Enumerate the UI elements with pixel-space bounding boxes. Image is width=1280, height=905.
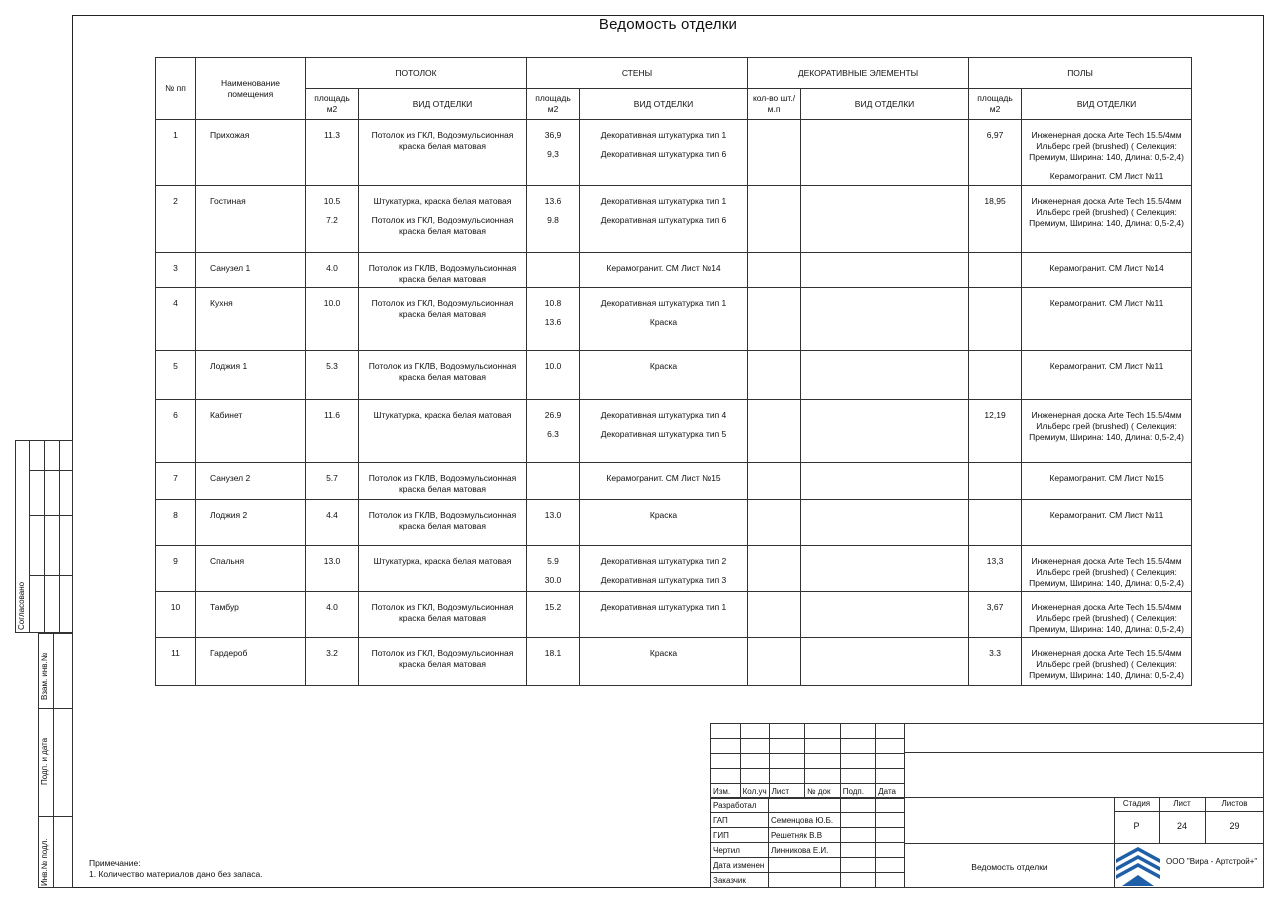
decor-qty bbox=[748, 351, 801, 400]
walls-finish-line: Декоративная штукатурка тип 6 bbox=[600, 149, 727, 159]
decor-finish bbox=[801, 253, 969, 288]
decor-qty bbox=[748, 253, 801, 288]
floors-finish-line: Инженерная доска Arte Tech 15.5/4мм Ильберс грей (brushed) ( Селекция: Премиум, Ширина: 140, Длина: 0,5-2,4) bbox=[1029, 556, 1184, 588]
walls-finish-line: Краска bbox=[649, 648, 678, 658]
header-ceiling: ПОТОЛОК bbox=[306, 58, 527, 89]
ceiling-area-line: 5.7 bbox=[326, 473, 338, 483]
ceiling-area-line: 5.3 bbox=[326, 361, 338, 371]
walls-area bbox=[527, 500, 580, 546]
room-name: Лоджия 1 bbox=[196, 351, 306, 400]
table-row bbox=[156, 120, 1192, 186]
walls-area bbox=[527, 253, 580, 288]
row-number: 5 bbox=[156, 351, 196, 400]
row-number: 6 bbox=[156, 400, 196, 463]
table-row bbox=[156, 400, 1192, 463]
tb-role: ГАП bbox=[711, 813, 769, 828]
floors-finish bbox=[1022, 288, 1192, 351]
walls-area-line: 10.0 bbox=[544, 361, 562, 371]
walls-finish-line: Декоративная штукатурка тип 1 bbox=[600, 602, 727, 612]
floors-area-line: 3.3 bbox=[989, 648, 1001, 658]
walls-area-line: 26.9 bbox=[544, 410, 562, 420]
row-number: 2 bbox=[156, 186, 196, 253]
walls-finish bbox=[580, 546, 748, 592]
tb-person: Решетняк В.В bbox=[768, 828, 840, 843]
walls-finish-line: Керамогранит. СМ Лист №15 bbox=[606, 473, 721, 483]
floors-finish-line: Керамогранит. СМ Лист №11 bbox=[1049, 171, 1164, 181]
table-row bbox=[156, 546, 1192, 592]
ceiling-finish-line: Штукатурка, краска белая матовая bbox=[373, 556, 512, 566]
ceiling-finish bbox=[359, 592, 527, 638]
ceiling-area-line: 4.0 bbox=[326, 263, 338, 273]
walls-finish-line: Керамогранит. СМ Лист №14 bbox=[606, 263, 721, 273]
room-name: Санузел 2 bbox=[196, 463, 306, 500]
decor-qty bbox=[748, 638, 801, 686]
tb-role: Разработал bbox=[711, 798, 769, 813]
walls-finish-line: Декоративная штукатурка тип 6 bbox=[600, 215, 727, 225]
header-decor: ДЕКОРАТИВНЫЕ ЭЛЕМЕНТЫ bbox=[748, 58, 969, 89]
ceiling-finish-line: Потолок из ГКЛ, Водоэмульсионная краска белая матовая bbox=[371, 215, 514, 236]
walls-finish bbox=[580, 186, 748, 253]
table-row bbox=[156, 638, 1192, 686]
header-walls-finish: ВИД ОТДЕЛКИ bbox=[580, 89, 748, 120]
walls-finish-line: Декоративная штукатурка тип 1 bbox=[600, 130, 727, 140]
side-agreed-label: Согласовано bbox=[17, 581, 26, 630]
decor-finish bbox=[801, 120, 969, 186]
walls-finish bbox=[580, 288, 748, 351]
walls-finish bbox=[580, 400, 748, 463]
walls-finish-line: Декоративная штукатурка тип 2 bbox=[600, 556, 727, 566]
table-row bbox=[156, 288, 1192, 351]
walls-area-line: 18.1 bbox=[544, 648, 562, 658]
walls-area bbox=[527, 400, 580, 463]
row-number: 7 bbox=[156, 463, 196, 500]
floors-area bbox=[969, 546, 1022, 592]
walls-finish-line: Краска bbox=[649, 510, 678, 520]
row-number: 8 bbox=[156, 500, 196, 546]
side-inv-orig-label: Инв.№ подл. bbox=[40, 838, 49, 886]
floors-finish-line: Керамогранит. СМ Лист №11 bbox=[1049, 298, 1164, 308]
ceiling-area-line: 11.3 bbox=[324, 130, 340, 140]
walls-area bbox=[527, 288, 580, 351]
decor-qty bbox=[748, 500, 801, 546]
walls-finish-line: Краска bbox=[649, 317, 678, 327]
tb-person bbox=[768, 873, 840, 888]
ceiling-area bbox=[306, 253, 359, 288]
ceiling-finish-line: Штукатурка, краска белая матовая bbox=[373, 196, 512, 206]
ceiling-finish-line: Потолок из ГКЛВ, Водоэмульсионная краска белая матовая bbox=[368, 510, 517, 531]
floors-area bbox=[969, 120, 1022, 186]
tb-col-izm: Изм. bbox=[711, 784, 741, 799]
responsible-grid bbox=[710, 797, 905, 888]
ceiling-area-line: 10.5 bbox=[323, 196, 341, 206]
floors-finish-line: Инженерная доска Arte Tech 15.5/4мм Ильберс грей (brushed) ( Селекция: Премиум, Ширина: 140, Длина: 0,5-2,4) bbox=[1029, 602, 1184, 634]
finish-schedule-table bbox=[155, 57, 1192, 686]
walls-area-line: 13.6 bbox=[544, 196, 562, 206]
ceiling-finish bbox=[359, 400, 527, 463]
tb-col-list: Лист bbox=[769, 784, 804, 799]
ceiling-area bbox=[306, 592, 359, 638]
floors-finish bbox=[1022, 186, 1192, 253]
tb-sheet-label: Лист bbox=[1173, 799, 1191, 808]
walls-finish bbox=[580, 253, 748, 288]
walls-finish bbox=[580, 592, 748, 638]
walls-finish-line: Декоративная штукатурка тип 3 bbox=[600, 575, 727, 585]
side-stamp-divider bbox=[29, 515, 73, 516]
room-name: Гостиная bbox=[196, 186, 306, 253]
decor-qty bbox=[748, 120, 801, 186]
tb-line bbox=[905, 843, 1264, 845]
walls-area bbox=[527, 186, 580, 253]
side-stamp-divider bbox=[59, 440, 60, 633]
floors-finish-line: Керамогранит. СМ Лист №14 bbox=[1049, 263, 1164, 273]
floors-finish bbox=[1022, 592, 1192, 638]
walls-finish bbox=[580, 120, 748, 186]
ceiling-area-line: 4.0 bbox=[326, 602, 338, 612]
ceiling-area bbox=[306, 638, 359, 686]
floors-area-line: 3,67 bbox=[986, 602, 1004, 612]
walls-area-line: 15.2 bbox=[544, 602, 562, 612]
ceiling-finish-line: Штукатурка, краска белая матовая bbox=[373, 410, 512, 420]
walls-area-line: 5.9 bbox=[547, 556, 559, 566]
decor-finish bbox=[801, 400, 969, 463]
tb-stage: Р bbox=[1133, 821, 1140, 831]
walls-area bbox=[527, 351, 580, 400]
decor-qty bbox=[748, 546, 801, 592]
floors-area bbox=[969, 463, 1022, 500]
room-name: Гардероб bbox=[196, 638, 306, 686]
room-name: Санузел 1 bbox=[196, 253, 306, 288]
header-decor-qty: кол-во шт./м.п bbox=[748, 89, 801, 120]
ceiling-finish bbox=[359, 638, 527, 686]
header-walls-area: площадь м2 bbox=[527, 89, 580, 120]
ceiling-area bbox=[306, 463, 359, 500]
tb-sheet: 24 bbox=[1176, 821, 1187, 831]
ceiling-finish-line: Потолок из ГКЛВ, Водоэмульсионная краска белая матовая bbox=[368, 263, 517, 284]
floors-finish bbox=[1022, 351, 1192, 400]
tb-sheets: 29 bbox=[1229, 821, 1240, 831]
tb-doc-name: Ведомость отделки bbox=[971, 862, 1048, 872]
decor-qty bbox=[748, 463, 801, 500]
note bbox=[89, 858, 263, 880]
side-stamp-divider bbox=[29, 440, 30, 633]
ceiling-finish bbox=[359, 120, 527, 186]
tb-person bbox=[768, 798, 840, 813]
row-number: 9 bbox=[156, 546, 196, 592]
side-stamp-divider bbox=[38, 708, 73, 709]
floors-area-line: 18,95 bbox=[984, 196, 1006, 206]
ceiling-area bbox=[306, 500, 359, 546]
floors-area bbox=[969, 400, 1022, 463]
side-sign-date-label: Подп. и дата bbox=[40, 737, 49, 785]
ceiling-finish bbox=[359, 288, 527, 351]
header-num: № пп bbox=[156, 58, 196, 120]
floors-finish bbox=[1022, 546, 1192, 592]
table-row bbox=[156, 500, 1192, 546]
ceiling-area-line: 13.0 bbox=[323, 556, 341, 566]
floors-finish-line: Инженерная доска Arte Tech 15.5/4мм Ильберс грей (brushed) ( Селекция: Премиум, Ширина: 140, Длина: 0,5-2,4) bbox=[1029, 648, 1184, 680]
walls-finish bbox=[580, 638, 748, 686]
note-title: Примечание: bbox=[89, 858, 141, 868]
tb-col-koluch: Кол.уч bbox=[740, 784, 769, 799]
row-number: 10 bbox=[156, 592, 196, 638]
walls-area bbox=[527, 463, 580, 500]
walls-area-line: 36,9 bbox=[544, 130, 562, 140]
header-decor-finish: ВИД ОТДЕЛКИ bbox=[801, 89, 969, 120]
ceiling-area-line: 10.0 bbox=[323, 298, 341, 308]
room-name: Кухня bbox=[196, 288, 306, 351]
table-row bbox=[156, 186, 1192, 253]
page-title: Ведомость отделки bbox=[598, 16, 738, 33]
floors-finish bbox=[1022, 500, 1192, 546]
ceiling-area bbox=[306, 288, 359, 351]
header-floors-finish: ВИД ОТДЕЛКИ bbox=[1022, 89, 1192, 120]
floors-area bbox=[969, 253, 1022, 288]
ceiling-area-line: 7.2 bbox=[326, 215, 338, 225]
tb-line bbox=[1114, 811, 1264, 813]
floors-finish-line: Керамогранит. СМ Лист №11 bbox=[1049, 510, 1164, 520]
ceiling-finish bbox=[359, 253, 527, 288]
ceiling-area bbox=[306, 351, 359, 400]
ceiling-finish-line: Потолок из ГКЛ, Водоэмульсионная краска белая матовая bbox=[371, 648, 514, 669]
walls-area bbox=[527, 546, 580, 592]
walls-area-line: 30.0 bbox=[544, 575, 562, 585]
ceiling-finish-line: Потолок из ГКЛ, Водоэмульсионная краска белая матовая bbox=[371, 130, 514, 151]
side-inv-replace-label: Взам. инв.№ bbox=[40, 652, 49, 700]
floors-area-line: 13,3 bbox=[986, 556, 1004, 566]
walls-finish-line: Декоративная штукатурка тип 1 bbox=[600, 298, 727, 308]
ceiling-area-line: 3.2 bbox=[326, 648, 338, 658]
tb-company: ООО "Вира - Артстрой+" bbox=[1166, 857, 1258, 866]
floors-area bbox=[969, 351, 1022, 400]
walls-finish bbox=[580, 351, 748, 400]
tb-person bbox=[768, 858, 840, 873]
header-floors-area: площадь м2 bbox=[969, 89, 1022, 120]
row-number: 4 bbox=[156, 288, 196, 351]
floors-finish-line: Керамогранит. СМ Лист №11 bbox=[1049, 361, 1164, 371]
ceiling-area bbox=[306, 120, 359, 186]
walls-area-line: 10.8 bbox=[544, 298, 562, 308]
tb-sheets-label: Листов bbox=[1221, 799, 1248, 808]
floors-area-line: 6,97 bbox=[986, 130, 1004, 140]
floors-area bbox=[969, 288, 1022, 351]
floors-finish bbox=[1022, 253, 1192, 288]
header-ceiling-finish: ВИД ОТДЕЛКИ bbox=[359, 89, 527, 120]
ceiling-finish bbox=[359, 186, 527, 253]
floors-finish-line: Инженерная доска Arte Tech 15.5/4мм Ильберс грей (brushed) ( Селекция: Премиум, Ширина: 140, Длина: 0,5-2,4) bbox=[1029, 130, 1184, 162]
note-text: 1. Количество материалов дано без запаса. bbox=[89, 869, 263, 879]
side-stamp-divider bbox=[53, 633, 54, 888]
tb-role: Дата изменен bbox=[711, 858, 769, 873]
walls-area-line: 6.3 bbox=[547, 429, 559, 439]
header-room-name: Наименование помещения bbox=[196, 58, 306, 120]
decor-finish bbox=[801, 351, 969, 400]
walls-area bbox=[527, 592, 580, 638]
ceiling-finish-line: Потолок из ГКЛВ, Водоэмульсионная краска белая матовая bbox=[368, 361, 517, 382]
room-name: Кабинет bbox=[196, 400, 306, 463]
decor-finish bbox=[801, 546, 969, 592]
tb-role: Чертил bbox=[711, 843, 769, 858]
row-number: 1 bbox=[156, 120, 196, 186]
ceiling-area bbox=[306, 186, 359, 253]
floors-finish-line: Инженерная доска Arte Tech 15.5/4мм Ильберс грей (brushed) ( Селекция: Премиум, Ширина: 140, Длина: 0,5-2,4) bbox=[1029, 410, 1184, 442]
ceiling-area-line: 4.4 bbox=[326, 510, 338, 520]
side-stamp-divider bbox=[38, 816, 73, 817]
tb-stage-label: Стадия bbox=[1122, 799, 1151, 808]
tb-col-sign: Подп. bbox=[840, 784, 876, 799]
tb-person: Линникова Е.И. bbox=[768, 843, 840, 858]
floors-finish bbox=[1022, 400, 1192, 463]
decor-qty bbox=[748, 400, 801, 463]
walls-area bbox=[527, 638, 580, 686]
walls-finish-line: Декоративная штукатурка тип 4 bbox=[600, 410, 727, 420]
header-ceiling-area: площадь м2 bbox=[306, 89, 359, 120]
floors-area bbox=[969, 500, 1022, 546]
floors-area bbox=[969, 186, 1022, 253]
walls-area bbox=[527, 120, 580, 186]
walls-finish-line: Декоративная штукатурка тип 5 bbox=[600, 429, 727, 439]
room-name: Прихожая bbox=[196, 120, 306, 186]
decor-finish bbox=[801, 288, 969, 351]
room-name: Спальня bbox=[196, 546, 306, 592]
ceiling-area bbox=[306, 546, 359, 592]
walls-area-line: 9.8 bbox=[547, 215, 559, 225]
row-number: 11 bbox=[156, 638, 196, 686]
tb-role: Заказчик bbox=[711, 873, 769, 888]
floors-finish bbox=[1022, 463, 1192, 500]
ceiling-area-line: 11.6 bbox=[324, 410, 340, 420]
floors-finish bbox=[1022, 120, 1192, 186]
decor-finish bbox=[801, 186, 969, 253]
side-stamp-divider bbox=[29, 575, 73, 576]
ceiling-finish bbox=[359, 463, 527, 500]
walls-area-line: 13.0 bbox=[544, 510, 562, 520]
walls-finish-line: Декоративная штукатурка тип 1 bbox=[600, 196, 727, 206]
floors-finish bbox=[1022, 638, 1192, 686]
decor-finish bbox=[801, 638, 969, 686]
revision-grid bbox=[710, 723, 905, 799]
ceiling-finish-line: Потолок из ГКЛВ, Водоэмульсионная краска белая матовая bbox=[368, 473, 517, 494]
table-row bbox=[156, 463, 1192, 500]
floors-area-line: 12,19 bbox=[984, 410, 1006, 420]
tb-col-date: Дата bbox=[876, 784, 905, 799]
company-logo-icon bbox=[1116, 845, 1160, 886]
table-row bbox=[156, 592, 1192, 638]
decor-qty bbox=[748, 186, 801, 253]
walls-finish-line: Краска bbox=[649, 361, 678, 371]
tb-role: ГИП bbox=[711, 828, 769, 843]
header-floors: ПОЛЫ bbox=[969, 58, 1192, 89]
table-row bbox=[156, 351, 1192, 400]
decor-qty bbox=[748, 288, 801, 351]
floors-finish-line: Керамогранит. СМ Лист №15 bbox=[1049, 473, 1164, 483]
side-stamp-divider bbox=[44, 440, 45, 633]
walls-area-line: 13.6 bbox=[544, 317, 562, 327]
decor-finish bbox=[801, 463, 969, 500]
ceiling-finish bbox=[359, 546, 527, 592]
table-row bbox=[156, 253, 1192, 288]
floors-area bbox=[969, 592, 1022, 638]
ceiling-finish bbox=[359, 351, 527, 400]
walls-finish bbox=[580, 463, 748, 500]
ceiling-finish-line: Потолок из ГКЛ, Водоэмульсионная краска белая матовая bbox=[371, 298, 514, 319]
tb-person: Семенцова Ю.Б. bbox=[768, 813, 840, 828]
room-name: Тамбур bbox=[196, 592, 306, 638]
row-number: 3 bbox=[156, 253, 196, 288]
walls-area-line: 9,3 bbox=[547, 149, 559, 159]
tb-col-doc: № док bbox=[805, 784, 841, 799]
floors-area bbox=[969, 638, 1022, 686]
ceiling-finish bbox=[359, 500, 527, 546]
ceiling-finish-line: Потолок из ГКЛ, Водоэмульсионная краска белая матовая bbox=[371, 602, 514, 623]
floors-finish-line: Инженерная доска Arte Tech 15.5/4мм Ильберс грей (brushed) ( Селекция: Премиум, Ширина: 140, Длина: 0,5-2,4) bbox=[1029, 196, 1184, 228]
ceiling-area bbox=[306, 400, 359, 463]
tb-line bbox=[905, 752, 1264, 754]
walls-finish bbox=[580, 500, 748, 546]
header-walls: СТЕНЫ bbox=[527, 58, 748, 89]
decor-finish bbox=[801, 500, 969, 546]
room-name: Лоджия 2 bbox=[196, 500, 306, 546]
decor-qty bbox=[748, 592, 801, 638]
side-stamp-divider bbox=[29, 470, 73, 471]
decor-finish bbox=[801, 592, 969, 638]
